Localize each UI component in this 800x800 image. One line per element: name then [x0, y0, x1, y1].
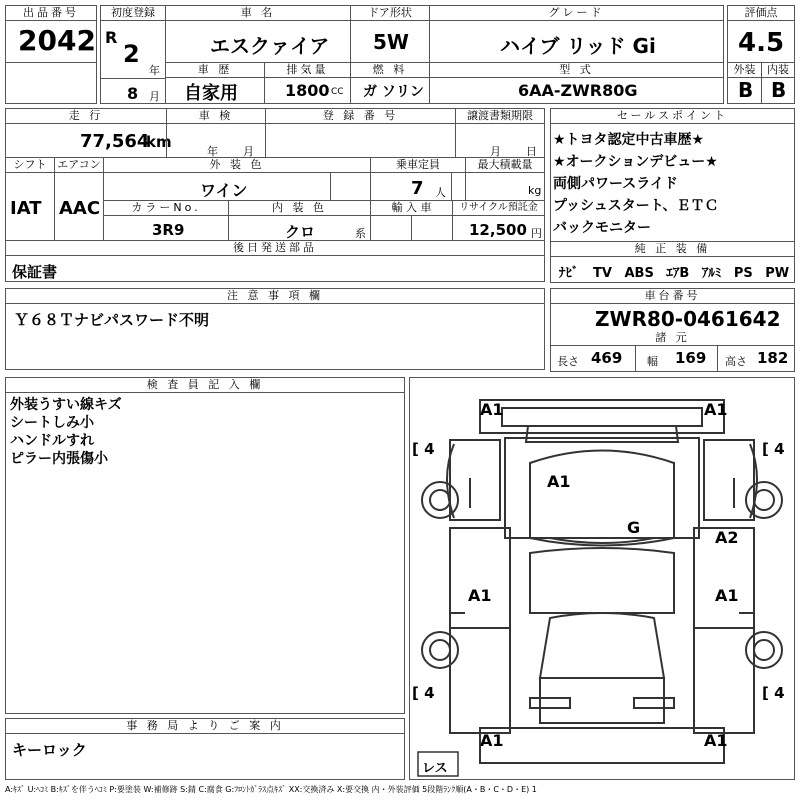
- equip-item: ｱﾙﾐ: [701, 266, 722, 281]
- notes-label: 注 意 事 項 欄: [6, 289, 544, 304]
- first-reg-cell: [100, 5, 166, 104]
- ac: AAC: [59, 198, 101, 219]
- ext-grade: B: [738, 78, 754, 102]
- equip-item: PS: [733, 266, 753, 281]
- shift: IAT: [10, 198, 42, 219]
- wid-label: 幅: [647, 355, 658, 368]
- wheel-front-right: [746, 482, 782, 518]
- cc-unit: CC: [331, 87, 344, 97]
- mark-rear-right: A1: [704, 731, 728, 750]
- sales-item: プッシュスタート、ＥＴＣ: [553, 198, 719, 214]
- capacity-cell: [370, 157, 466, 201]
- lot-number: 2042: [18, 24, 96, 57]
- load-label: 最大積載量: [466, 158, 544, 173]
- recycle-label: リサイクル預託金: [453, 201, 544, 216]
- ac-cell: [54, 157, 104, 241]
- recycle-cell: [452, 200, 545, 241]
- tire-fl-value: 4: [424, 440, 435, 458]
- office: キーロック: [12, 741, 87, 759]
- reg-month: 8: [127, 84, 139, 103]
- mark-left-door: A1: [468, 586, 492, 605]
- transfer-label: 譲渡書類期限: [456, 109, 544, 124]
- equip-item: ABS: [624, 266, 654, 281]
- model-cell: [429, 62, 724, 104]
- fuel: ガ ソリン: [363, 84, 424, 100]
- chassis: ZWR80-0461642: [595, 307, 781, 331]
- ext-grade-cell: [727, 62, 762, 104]
- inspector-cell: [5, 377, 405, 714]
- legend: A:ｷｽﾞ U:ﾍｺﾐ B:ｷｽﾞを伴うﾍｺﾐ P:要塗装 W:補修跡 S:錆 C:腐食 G:ﾌﾛﾝﾄｶﾞﾗｽ点ｷｽﾞ XX:交換済み X:要交換 内・外装評価 5段階ﾗﾝｸ順(A・B・C・D・E) 1: [5, 785, 537, 794]
- score-cell: [727, 5, 795, 63]
- mark-front-left: A1: [480, 400, 504, 419]
- wheel-front-left: [422, 482, 458, 518]
- import-label: 輸 入 車: [371, 201, 452, 216]
- sales-label: セールスポイント: [551, 109, 794, 124]
- hgt-label: 高さ: [725, 355, 747, 368]
- inspection-label: 車 検: [167, 109, 265, 124]
- first-reg-label: 初度登録: [101, 6, 165, 21]
- chassis-label: 車台番号: [551, 289, 794, 304]
- interior-unit: 系: [355, 227, 366, 240]
- capacity-unit: 人: [435, 186, 446, 199]
- tire-rr-value: 4: [774, 684, 785, 702]
- equip-item: ｴｱB: [666, 266, 690, 281]
- mileage-label: 走 行: [6, 109, 166, 124]
- equip-item: PW: [765, 266, 790, 281]
- front-bumper-shape: [480, 400, 724, 433]
- spare-tire: [422, 757, 448, 776]
- sales-item: バックモニター: [553, 220, 651, 236]
- int-grade-cell: [761, 62, 795, 104]
- equip-cell: [550, 241, 795, 283]
- inspection-year: 年: [207, 145, 218, 158]
- score-label: 評価点: [728, 6, 794, 21]
- interior-label: 内 装 色: [229, 201, 370, 216]
- sales-item: ★オークションデビュー★: [553, 154, 718, 170]
- tire-fl: [ 4: [412, 440, 435, 458]
- car-diagram: [409, 377, 795, 780]
- inspector-label: 検 査 員 記 入 欄: [6, 378, 404, 393]
- interior-cell: [228, 200, 371, 241]
- mark-right-rear-door: A1: [715, 586, 739, 605]
- shift-label: シフト: [6, 158, 54, 173]
- mileage-cell: [5, 108, 172, 158]
- lot-cell: [5, 5, 97, 63]
- mark-glass: G: [627, 518, 641, 537]
- notes-cell: [5, 288, 545, 370]
- ac-label: エアコン: [55, 158, 103, 173]
- inspector-item: ピラー内張傷小: [10, 451, 108, 467]
- equip-item: ﾅﾋﾞ: [559, 266, 579, 281]
- sales-list: [553, 129, 718, 239]
- mark-rear-left: A1: [480, 731, 504, 750]
- colorno: 3R9: [152, 221, 185, 239]
- notes: Ｙ６８Ｔナビパスワード不明: [14, 311, 210, 329]
- grade: ハイブ リッド Gi: [500, 34, 656, 58]
- inspector-item: 外装うすい線キズ: [10, 397, 122, 413]
- month-unit: 月: [149, 90, 160, 103]
- mark-right-door: A2: [715, 528, 739, 547]
- era: R: [105, 28, 118, 47]
- int-grade: B: [771, 78, 787, 102]
- tire-rl-value: 4: [424, 684, 435, 702]
- car-name-label: 車 名: [166, 6, 350, 21]
- inspector-item: シートしみ小: [10, 415, 94, 431]
- spare-value: レス: [422, 761, 448, 776]
- hood-shape: [505, 438, 699, 538]
- color-label: 外 装 色: [104, 158, 370, 173]
- load-unit: kg: [528, 184, 542, 197]
- transfer-day: 日: [526, 145, 537, 158]
- cc: 1800: [285, 81, 330, 100]
- recycle-unit: 円: [531, 227, 542, 240]
- doors-label: ドア形状: [351, 6, 429, 21]
- mark-front-right: A1: [704, 400, 728, 419]
- year-unit: 年: [149, 64, 160, 77]
- car-name: エスクァイア: [210, 34, 330, 58]
- tire-fr: [ 4: [762, 440, 785, 458]
- shift-cell: [5, 157, 55, 241]
- sales-cell: [550, 108, 795, 242]
- int-grade-label: 内装: [762, 63, 794, 78]
- dims-label: 諸 元: [551, 331, 794, 346]
- later-cell: [5, 240, 545, 282]
- fuel-label: 燃 料: [351, 63, 429, 78]
- lot-label: 出品番号: [6, 6, 96, 21]
- transfer-cell: [455, 108, 545, 158]
- office-cell: [5, 718, 405, 780]
- chassis-cell: [550, 288, 795, 372]
- equip-item: TV: [593, 266, 612, 281]
- color-cell: [103, 157, 371, 201]
- fuel-cell: [350, 62, 430, 104]
- model: 6AA-ZWR80G: [518, 81, 638, 100]
- tire-rl: [ 4: [412, 684, 435, 702]
- load-cell: [465, 157, 545, 201]
- reg-year: 2: [123, 40, 140, 68]
- colorno-cell: [103, 200, 229, 241]
- score: 4.5: [738, 28, 785, 58]
- history-label: 車 歴: [166, 63, 264, 78]
- equip-list: [559, 262, 789, 281]
- hgt: 182: [757, 349, 789, 367]
- mileage-unit: km: [146, 133, 172, 151]
- cc-cell: [264, 62, 351, 104]
- history: 自家用: [184, 83, 238, 104]
- capacity-label: 乗車定員: [371, 158, 465, 173]
- len-label: 長さ: [557, 355, 579, 368]
- wid: 169: [675, 349, 707, 367]
- import-cell: [370, 200, 453, 241]
- colorno-label: カラーNo.: [104, 201, 228, 216]
- tire-fr-value: 4: [774, 440, 785, 458]
- model-label: 型 式: [430, 63, 723, 78]
- later-label: 後日発送部品: [6, 241, 544, 256]
- inspector-item: ハンドルすれ: [10, 433, 94, 449]
- tire-rr: [ 4: [762, 684, 785, 702]
- grade-cell: [429, 5, 724, 63]
- sales-item: ★トヨタ認定中古車歴★: [553, 132, 705, 148]
- inspection-month: 月: [243, 145, 254, 158]
- color: ワイン: [200, 181, 248, 200]
- len: 469: [591, 349, 623, 367]
- recycle: 12,500: [469, 221, 527, 239]
- ext-grade-label: 外装: [728, 63, 761, 78]
- wheel-rear-right: [746, 632, 782, 668]
- lot-blank-cell: [5, 62, 97, 104]
- inspection-cell: [166, 108, 266, 158]
- regno-label: 登 録 番 号: [266, 109, 455, 124]
- capacity: 7: [411, 178, 424, 199]
- equip-label: 純 正 装 備: [551, 242, 794, 257]
- regno-cell: [265, 108, 456, 158]
- history-cell: [165, 62, 265, 104]
- sales-item: 両側パワースライド: [553, 176, 678, 192]
- transfer-month: 月: [490, 145, 501, 158]
- office-label: 事 務 局 よ り ご 案 内: [6, 719, 404, 734]
- doors-cell: [350, 5, 430, 63]
- cc-label: 排気量: [265, 63, 350, 78]
- doors: 5W: [373, 30, 409, 54]
- car-name-cell: [165, 5, 351, 63]
- mark-hood: A1: [547, 472, 571, 491]
- mileage: 77,564: [80, 131, 150, 152]
- grade-label: グレード: [430, 6, 723, 21]
- car-outline-svg: [410, 378, 794, 779]
- interior: クロ: [285, 223, 316, 241]
- wheel-rear-left: [422, 632, 458, 668]
- later: 保証書: [12, 263, 58, 281]
- inspector-list: [10, 396, 122, 468]
